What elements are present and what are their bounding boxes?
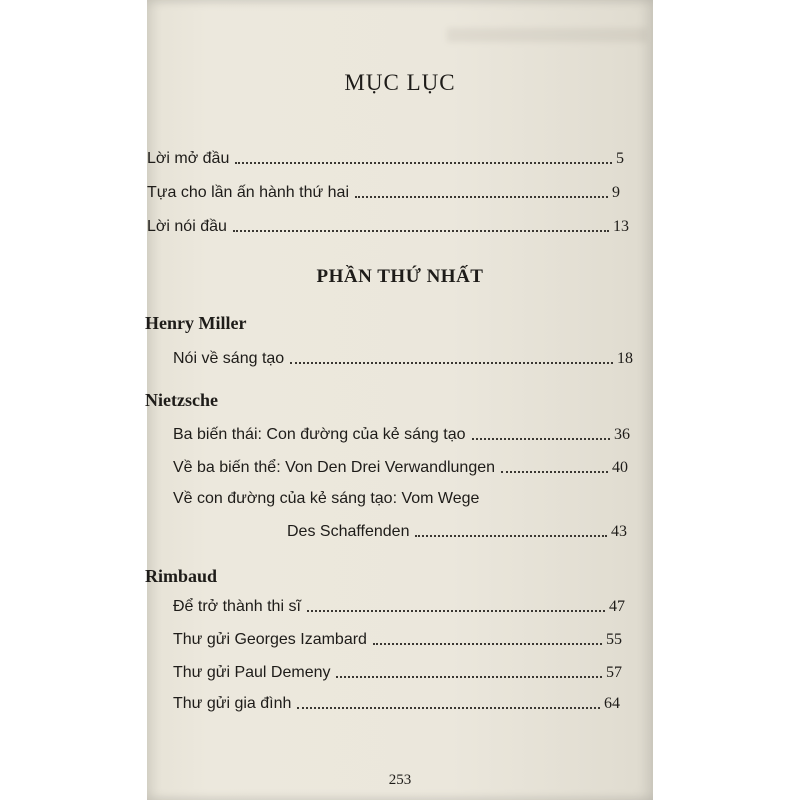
dot-leader xyxy=(415,535,607,537)
part-heading: PHẦN THỨ NHẤT xyxy=(316,266,484,287)
entry-title: Tựa cho lần ấn hành thứ hai xyxy=(147,184,349,201)
dot-leader xyxy=(355,196,608,198)
toc-entry xyxy=(173,631,622,649)
toc-entry xyxy=(173,695,620,713)
dot-leader xyxy=(472,438,610,440)
toc-entry xyxy=(173,664,622,682)
entry-title: Thư gửi gia đình xyxy=(173,695,292,712)
entry-page: 57 xyxy=(606,664,622,681)
entry-page: 13 xyxy=(613,218,629,235)
dot-leader xyxy=(501,471,608,473)
entry-title: Thư gửi Paul Demeny xyxy=(173,664,331,681)
dot-leader xyxy=(235,162,612,164)
book-page xyxy=(147,0,653,800)
entry-title: Ba biến thái: Con đường của kẻ sáng tạo xyxy=(173,426,466,443)
toc-entry xyxy=(287,523,627,541)
toc-entry xyxy=(173,459,628,477)
toc-entry xyxy=(173,426,630,444)
entry-title: Nói về sáng tạo xyxy=(173,350,285,367)
entry-title: Về con đường của kẻ sáng tạo: Vom Wege xyxy=(173,490,480,507)
entry-title: Lời nói đầu xyxy=(147,218,227,235)
dot-leader xyxy=(336,676,602,678)
toc-title: MỤC LỤC xyxy=(344,70,456,95)
entry-page: 55 xyxy=(606,631,622,648)
dot-leader xyxy=(297,707,600,709)
entry-page: 47 xyxy=(609,598,625,615)
dot-leader xyxy=(307,610,605,612)
entry-page: 40 xyxy=(612,459,628,476)
entry-title-continued: Des Schaffenden xyxy=(287,523,410,540)
toc-entry xyxy=(147,218,629,236)
entry-title: Về ba biến thể: Von Den Drei Verwandlungen xyxy=(173,459,496,476)
entry-page: 64 xyxy=(604,695,620,712)
entry-title: Thư gửi Georges Izambard xyxy=(173,631,367,648)
entry-page: 5 xyxy=(616,150,624,167)
entry-page: 18 xyxy=(617,350,633,367)
author-heading: Nietzsche xyxy=(145,390,218,410)
entry-page: 43 xyxy=(611,523,627,540)
toc-entry xyxy=(173,350,633,368)
show-through-text xyxy=(447,28,647,42)
dot-leader xyxy=(373,643,602,645)
entry-title: Lời mở đầu xyxy=(147,150,230,167)
toc-entry xyxy=(173,598,625,616)
author-heading: Henry Miller xyxy=(145,313,247,333)
toc-entry xyxy=(147,184,620,202)
entry-page: 36 xyxy=(614,426,630,443)
entry-page: 9 xyxy=(612,184,620,201)
dot-leader xyxy=(290,362,613,364)
entry-title: Để trở thành thi sĩ xyxy=(173,598,301,615)
dot-leader xyxy=(233,230,609,232)
page-number: 253 xyxy=(388,772,412,788)
toc-entry xyxy=(147,150,624,168)
author-heading: Rimbaud xyxy=(145,566,218,586)
